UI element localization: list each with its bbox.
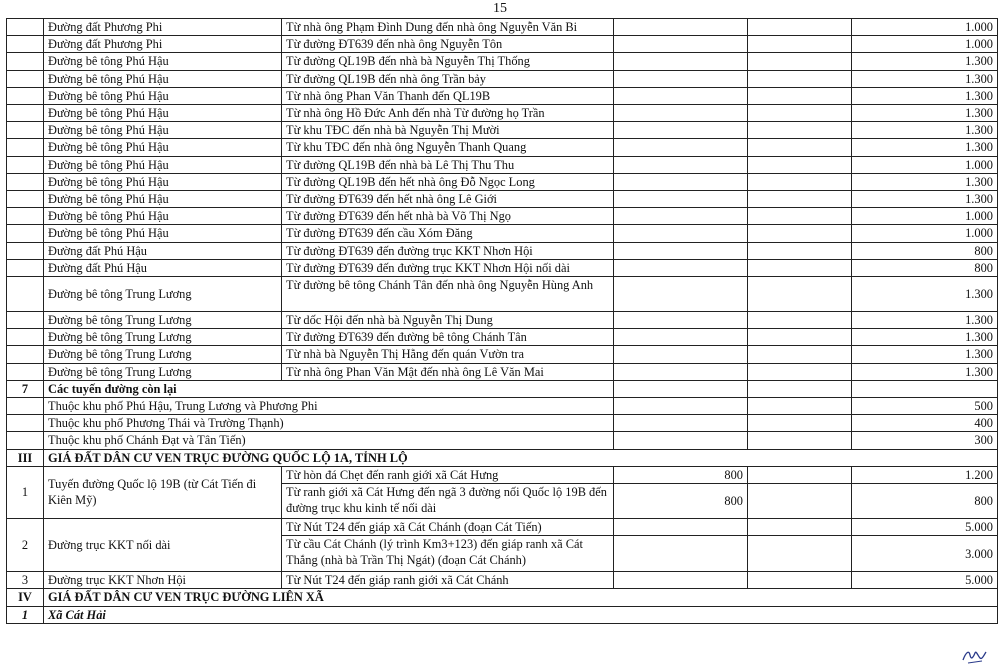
row-no-cell [7,173,44,190]
area-label-cell: Thuộc khu phố Phương Thái và Trường Thạnh) [44,415,614,432]
road-name-cell: Tuyến đường Quốc lộ 19B (từ Cát Tiến đi Kiên Mỹ) [44,466,282,518]
segment-cell: Từ đường QL19B đến nhà ông Trần bảy [282,70,614,87]
road-name-cell: Đường bê tông Phú Hậu [44,156,282,173]
value-cell [614,105,748,122]
value-cell: 800 [614,466,748,483]
price-cell: 1.000 [852,208,998,225]
value-cell [614,225,748,242]
value-cell [614,87,748,104]
price-cell: 1.300 [852,87,998,104]
road-name-cell: Đường bê tông Trung Lương [44,363,282,380]
segment-cell: Từ đường ĐT639 đến đường trục KKT Nhơn Hội nối dài [282,259,614,276]
row-no-cell [7,277,44,312]
value-cell [748,380,852,397]
value-cell [614,380,748,397]
value-cell [614,519,748,536]
table-row [7,36,998,53]
row-no-cell [7,242,44,259]
segment-cell: Từ khu TĐC đến nhà ông Nguyễn Thanh Quang [282,139,614,156]
price-cell: 1.300 [852,139,998,156]
value-cell [748,432,852,449]
row-no-cell [7,105,44,122]
subsection-header-row [7,606,998,623]
price-cell: 1.300 [852,363,998,380]
table-row [7,277,998,312]
road-name-cell: Đường đất Phương Phi [44,36,282,53]
segment-cell: Từ cầu Cát Chánh (lý trình Km3+123) đến giáp ranh xã Cát Thắng (nhà bà Trần Thị Ngát) (đoạn Cát Chánh) [282,536,614,572]
table-row [7,432,998,449]
road-name-cell: Đường đất Phú Hậu [44,242,282,259]
value-cell [748,466,852,483]
value-cell [748,36,852,53]
group-title-cell: Các tuyến đường còn lại [44,380,614,397]
road-name-cell: Đường bê tông Phú Hậu [44,87,282,104]
road-name-cell: Đường bê tông Trung Lương [44,329,282,346]
value-cell [614,415,748,432]
subsection-title-cell: Xã Cát Hải [44,606,998,623]
row-no-cell [7,225,44,242]
value-cell [614,53,748,70]
row-no-cell [7,346,44,363]
area-label-cell: Thuộc khu phố Chánh Đạt và Tân Tiến) [44,432,614,449]
table-row [7,53,998,70]
value-cell [614,572,748,589]
segment-cell: Từ Nút T24 đến giáp ranh giới xã Cát Chánh [282,572,614,589]
value-cell [748,225,852,242]
road-name-cell: Đường trục KKT nối dài [44,519,282,572]
table-row [7,122,998,139]
segment-cell: Từ ranh giới xã Cát Hưng đến ngã 3 đường nối Quốc lộ 19B đến đường trục khu kinh tế nối dài [282,484,614,519]
value-cell [748,259,852,276]
table-row [7,191,998,208]
table-row [7,312,998,329]
table-row [7,208,998,225]
value-cell [748,346,852,363]
segment-cell: Từ đường ĐT639 đến hết nhà ông Lê Giới [282,191,614,208]
road-name-cell: Đường trục KKT Nhơn Hội [44,572,282,589]
value-cell [748,19,852,36]
road-name-cell: Đường bê tông Phú Hậu [44,53,282,70]
road-name-cell: Đường bê tông Trung Lương [44,346,282,363]
value-cell [748,277,852,312]
road-name-cell: Đường bê tông Trung Lương [44,312,282,329]
segment-cell: Từ nhà ông Hồ Đức Anh đến nhà Từ đường họ Trần [282,105,614,122]
table-row [7,156,998,173]
section-no-cell: IV [7,589,44,606]
price-table-wrapper [6,18,997,624]
table-row [7,346,998,363]
value-cell [748,536,852,572]
table-row [7,225,998,242]
value-cell [748,363,852,380]
segment-cell: Từ đường QL19B đến nhà bà Lê Thị Thu Thu [282,156,614,173]
value-cell [748,87,852,104]
value-cell [614,398,748,415]
table-row [7,87,998,104]
table-row [7,19,998,36]
price-cell: 400 [852,415,998,432]
row-no-cell [7,398,44,415]
table-row [7,398,998,415]
segment-cell: Từ đường ĐT639 đến đường bê tông Chánh Tân [282,329,614,346]
value-cell [614,363,748,380]
value-cell [614,536,748,572]
table-row [7,105,998,122]
row-no-cell [7,19,44,36]
segment-cell: Từ đường ĐT639 đến đường trục KKT Nhơn Hội [282,242,614,259]
segment-cell: Từ nhà ông Phan Văn Thanh đến QL19B [282,87,614,104]
segment-cell: Từ Nút T24 đến giáp xã Cát Chánh (đoạn Cát Tiến) [282,519,614,536]
value-cell [748,484,852,519]
section-header-row [7,449,998,466]
price-cell: 1.300 [852,277,998,312]
value-cell [748,173,852,190]
segment-cell: Từ đường ĐT639 đến cầu Xóm Đăng [282,225,614,242]
row-no-cell: 3 [7,572,44,589]
value-cell [614,139,748,156]
table-row [7,70,998,87]
value-cell [614,242,748,259]
row-no-cell [7,191,44,208]
table-row [7,259,998,276]
table-row [7,242,998,259]
value-cell [614,259,748,276]
segment-cell: Từ đường ĐT639 đến hết nhà bà Võ Thị Ngọ [282,208,614,225]
group-no-cell: 7 [7,380,44,397]
row-no-cell [7,259,44,276]
row-no-cell: 2 [7,519,44,572]
price-cell: 1.000 [852,19,998,36]
value-cell [748,139,852,156]
row-no-cell [7,70,44,87]
segment-cell: Từ đường QL19B đến nhà bà Nguyễn Thị Thống [282,53,614,70]
value-cell [614,432,748,449]
value-cell [748,572,852,589]
road-name-cell: Đường bê tông Phú Hậu [44,70,282,87]
segment-cell: Từ hòn đá Chẹt đến ranh giới xã Cát Hưng [282,466,614,483]
subsection-no-cell: 1 [7,606,44,623]
section-title-cell: GIÁ ĐẤT DÂN CƯ VEN TRỤC ĐƯỜNG LIÊN XÃ [44,589,998,606]
table-row [7,173,998,190]
value-cell [748,312,852,329]
value-cell [748,105,852,122]
value-cell [748,156,852,173]
road-name-cell: Đường bê tông Phú Hậu [44,208,282,225]
price-cell: 800 [852,242,998,259]
value-cell [614,36,748,53]
price-cell: 1.300 [852,329,998,346]
table-body [7,19,998,624]
row-no-cell [7,208,44,225]
row-no-cell [7,139,44,156]
row-no-cell [7,329,44,346]
road-name-cell: Đường bê tông Phú Hậu [44,122,282,139]
value-cell: 800 [614,484,748,519]
price-cell [852,380,998,397]
value-cell [748,208,852,225]
row-no-cell: 1 [7,466,44,518]
table-row [7,519,998,536]
value-cell [748,122,852,139]
value-cell [748,191,852,208]
table-row [7,363,998,380]
value-cell [748,415,852,432]
road-name-cell: Đường đất Phú Hậu [44,259,282,276]
row-no-cell [7,87,44,104]
value-cell [748,242,852,259]
row-no-cell [7,122,44,139]
price-cell: 800 [852,259,998,276]
segment-cell: Từ đường ĐT639 đến nhà ông Nguyễn Tôn [282,36,614,53]
road-name-cell: Đường bê tông Phú Hậu [44,105,282,122]
value-cell [748,398,852,415]
segment-cell: Từ đường bê tông Chánh Tân đến nhà ông Nguyễn Hùng Anh [282,277,614,312]
price-cell: 1.300 [852,312,998,329]
road-name-cell: Đường bê tông Trung Lương [44,277,282,312]
table-row [7,466,998,483]
price-cell: 1.300 [852,346,998,363]
value-cell [614,19,748,36]
signature-initials [960,646,988,666]
row-no-cell [7,53,44,70]
segment-cell: Từ nhà bà Nguyễn Thị Hằng đến quán Vườn tra [282,346,614,363]
road-name-cell: Đường đất Phương Phi [44,19,282,36]
value-cell [748,329,852,346]
segment-cell: Từ nhà ông Phan Văn Mật đến nhà ông Lê Văn Mai [282,363,614,380]
price-cell: 300 [852,432,998,449]
table-row [7,329,998,346]
value-cell [748,53,852,70]
land-price-table [6,18,998,624]
area-label-cell: Thuộc khu phố Phú Hậu, Trung Lương và Phương Phi [44,398,614,415]
value-cell [748,70,852,87]
price-cell: 1.000 [852,225,998,242]
road-name-cell: Đường bê tông Phú Hậu [44,139,282,156]
segment-cell: Từ đường QL19B đến hết nhà ông Đỗ Ngọc Long [282,173,614,190]
section-no-cell: III [7,449,44,466]
value-cell [614,329,748,346]
price-cell: 1.300 [852,173,998,190]
price-cell: 1.300 [852,105,998,122]
value-cell [614,208,748,225]
price-cell: 1.000 [852,156,998,173]
price-cell: 1.300 [852,191,998,208]
value-cell [614,122,748,139]
road-name-cell: Đường bê tông Phú Hậu [44,191,282,208]
road-name-cell: Đường bê tông Phú Hậu [44,225,282,242]
table-row [7,139,998,156]
price-cell: 1.300 [852,53,998,70]
segment-cell: Từ dốc Hội đến nhà bà Nguyễn Thị Dung [282,312,614,329]
value-cell [614,191,748,208]
price-cell: 500 [852,398,998,415]
value-cell [614,346,748,363]
value-cell [614,277,748,312]
page-number: 15 [493,1,507,16]
section-title-cell: GIÁ ĐẤT DÂN CƯ VEN TRỤC ĐƯỜNG QUỐC LỘ 1A, TỈNH LỘ [44,449,998,466]
price-cell: 1.300 [852,70,998,87]
value-cell [614,70,748,87]
table-row [7,572,998,589]
price-cell: 3.000 [852,536,998,572]
row-no-cell [7,415,44,432]
price-cell: 1.200 [852,466,998,483]
price-cell: 800 [852,484,998,519]
value-cell [614,173,748,190]
price-cell: 1.000 [852,36,998,53]
table-row [7,415,998,432]
segment-cell: Từ nhà ông Phạm Đình Dung đến nhà ông Nguyễn Văn Bi [282,19,614,36]
value-cell [614,156,748,173]
price-cell: 1.300 [852,122,998,139]
group-header-row [7,380,998,397]
value-cell [614,312,748,329]
row-no-cell [7,312,44,329]
section-header-row [7,589,998,606]
price-cell: 5.000 [852,519,998,536]
row-no-cell [7,363,44,380]
row-no-cell [7,432,44,449]
row-no-cell [7,36,44,53]
value-cell [748,519,852,536]
row-no-cell [7,156,44,173]
price-cell: 5.000 [852,572,998,589]
segment-cell: Từ khu TĐC đến nhà bà Nguyễn Thị Mười [282,122,614,139]
road-name-cell: Đường bê tông Phú Hậu [44,173,282,190]
